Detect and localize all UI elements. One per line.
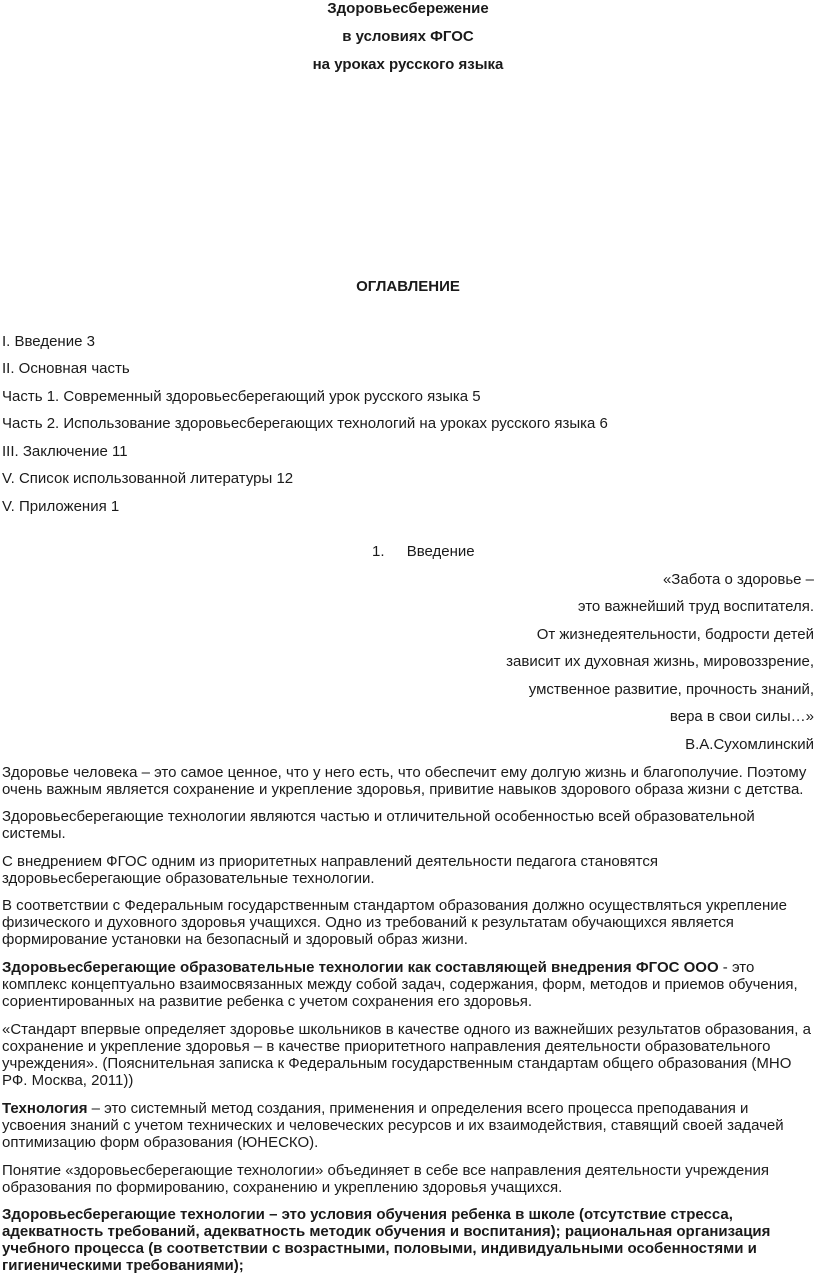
toc-item: III. Заключение 11 <box>2 443 128 460</box>
doc-title-line-3: на уроках русского языка <box>312 56 504 73</box>
bold-term: Технология <box>2 1100 88 1117</box>
doc-title-line-2: в условиях ФГОС <box>342 28 474 45</box>
section-title: Введение <box>406 543 475 560</box>
epigraph-author: В.А.Сухомлинский <box>685 736 814 753</box>
body-paragraph: С внедрением ФГОС одним из приоритетных направлений деятельности педагога становятся здоровьесберегающие образовательные технологии. <box>2 853 658 887</box>
toc-item: V. Приложения 1 <box>2 498 120 515</box>
epigraph-line: умственное развитие, прочность знаний, <box>528 681 814 698</box>
body-paragraph: Понятие «здоровьесберегающие технологии» объединяет в себе все направления деятельности учреждения образования по формированию, сохранению и укреплению здоровья учащихся. <box>2 1162 770 1196</box>
doc-title-line-1: Здоровьесбережение <box>327 0 489 17</box>
epigraph-line: вера в свои силы…» <box>669 708 814 725</box>
section-number: 1. <box>372 543 385 560</box>
paragraph-text: – это системный метод создания, применения и определения всего процесса преподавания и усвоения знаний с учетом технических и человеческих ресурсов и их взаимодействия, ставящий своей задачей оптимизацию форм образования (ЮНЕСКО). <box>2 1100 784 1151</box>
body-paragraph <box>2 1100 814 1151</box>
body-paragraph: Здоровье человека – это самое ценное, что у него есть, что обеспечит ему долгую жизнь и благополучие. Поэтому очень важным является сохранение и укрепление здоровья, привитие навыков здорового образа жизни с детства. <box>2 764 807 798</box>
toc-item: Часть 2. Использование здоровьесберегающих технологий на уроках русского языка 6 <box>2 415 608 432</box>
epigraph-line: зависит их духовная жизнь, мировоззрение, <box>506 653 814 670</box>
toc-item: I. Введение 3 <box>2 333 95 350</box>
body-paragraph <box>2 959 814 1010</box>
toc-item: Часть 1. Современный здоровьесберегающий урок русского языка 5 <box>2 388 481 405</box>
body-paragraph: Здоровьесберегающие технологии являются частью и отличительной особенностью всей образовательной системы. <box>2 808 755 842</box>
body-paragraph: «Стандарт впервые определяет здоровье школьников в качестве одного из важнейших результатов образования, а сохранение и укрепление здоровья – в качестве приоритетного направления деятельности образовательного учреждения». (Пояснительная записка к Федеральным государственным стандартам общего образования (МНО РФ. Москва, 2011)) <box>2 1021 811 1089</box>
bold-term: Здоровьесберегающие технологии <box>2 1206 265 1223</box>
epigraph-line: это важнейший труд воспитателя. <box>577 598 814 615</box>
toc-heading: ОГЛАВЛЕНИЕ <box>356 278 460 295</box>
epigraph-line: От жизнедеятельности, бодрости детей <box>536 626 814 643</box>
toc-item: V. Список использованной литературы 12 <box>2 470 294 487</box>
bold-term: Здоровьесберегающие образовательные технологии как составляющей внедрения ФГОС ООО <box>2 959 719 976</box>
body-paragraph: В соответствии с Федеральным государственным стандартом образования должно осуществляться укрепление физического и духовного здоровья учащихся. Одно из требований к результатам обучающихся является формирование установки на безопасный и здоровый образ жизни. <box>2 897 787 948</box>
paragraph-text: - это комплекс концептуально взаимосвязанных между собой задач, содержания, форм, методов и приемов обучения, сориентированных на развитие ребенка с учетом сохранения его здоровья. <box>2 959 798 1010</box>
body-paragraph <box>2 1206 814 1274</box>
section-heading-intro <box>372 543 475 560</box>
toc-item: II. Основная часть <box>2 360 130 377</box>
paragraph-text: – это условия обучения ребенка в школе (отсутствие стресса, адекватность требований, адекватность методик обучения и воспитания); рациональная организация учебного процесса (в соответствии с возрастными, половыми, индивидуальными особенностями и гигиеническими требованиями); <box>2 1206 771 1274</box>
epigraph-line: «Забота о здоровье – <box>662 571 814 588</box>
